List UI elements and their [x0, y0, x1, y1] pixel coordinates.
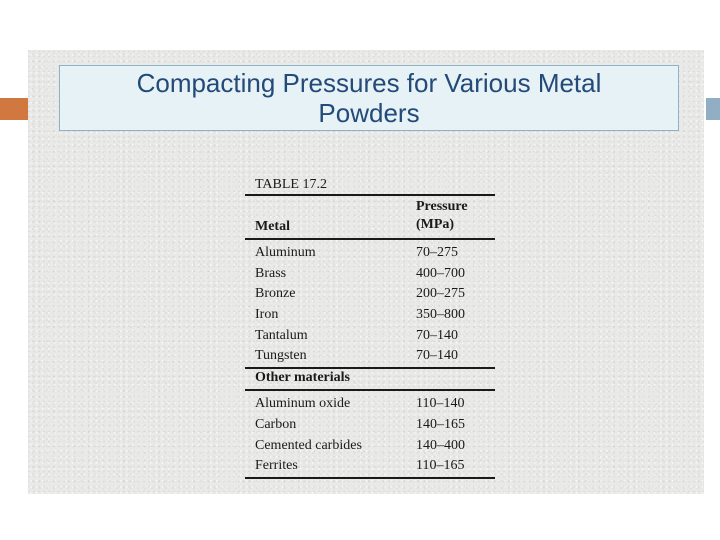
- header-metal: Metal: [255, 219, 290, 234]
- pressure-cell: 350–800: [416, 307, 465, 323]
- metal-cell: Bronze: [255, 286, 296, 302]
- section-heading: Other materials: [255, 370, 350, 386]
- table-bottom-rule: [245, 477, 495, 479]
- table-header-row: [245, 196, 495, 238]
- slide-title: [60, 68, 678, 128]
- pressure-cell: 110–140: [416, 396, 465, 412]
- pressure-cell: 70–140: [416, 348, 458, 364]
- metal-cell: Iron: [255, 307, 279, 323]
- title-line-1: Compacting Pressures for Various Metal: [136, 68, 602, 98]
- pressure-table: [245, 176, 495, 479]
- pressure-cell: 140–165: [416, 416, 465, 432]
- table-row: [245, 415, 495, 436]
- pressure-cell: 200–275: [416, 286, 465, 302]
- metals-rows: [245, 240, 495, 367]
- metal-cell: Carbon: [255, 416, 297, 432]
- pressure-cell: 110–165: [416, 458, 465, 474]
- table-row: [245, 284, 495, 305]
- table-row: [245, 326, 495, 347]
- pressure-cell: 70–275: [416, 245, 458, 260]
- title-box: [59, 65, 679, 131]
- table-row: [245, 305, 495, 326]
- metal-cell: Cemented carbides: [255, 437, 362, 453]
- other-rows: [245, 391, 495, 477]
- header-pressure-line-1: Pressure: [416, 199, 468, 214]
- metal-cell: Aluminum oxide: [255, 396, 351, 412]
- metal-cell: Ferrites: [255, 458, 298, 474]
- table-row: [245, 243, 495, 264]
- metal-cell: Brass: [255, 265, 287, 281]
- pressure-cell: 400–700: [416, 265, 465, 281]
- metal-cell: Tungsten: [255, 348, 307, 364]
- right-accent-bar: [706, 98, 720, 120]
- table-row: [245, 436, 495, 457]
- header-pressure: [416, 198, 468, 234]
- pressure-cell: 140–400: [416, 437, 465, 453]
- pressure-cell: 70–140: [416, 327, 458, 343]
- table-row: [245, 394, 495, 415]
- title-line-2: Powders: [318, 98, 420, 128]
- metal-cell: Tantalum: [255, 327, 308, 343]
- table-caption: TABLE 17.2: [255, 177, 327, 192]
- table-row: [245, 264, 495, 285]
- left-accent-bar: [0, 98, 28, 120]
- header-pressure-line-2: (MPa): [416, 217, 455, 232]
- section-heading-row: [245, 369, 495, 389]
- table-row: [245, 456, 495, 477]
- table-row: [245, 346, 495, 367]
- metal-cell: Aluminum: [255, 245, 316, 260]
